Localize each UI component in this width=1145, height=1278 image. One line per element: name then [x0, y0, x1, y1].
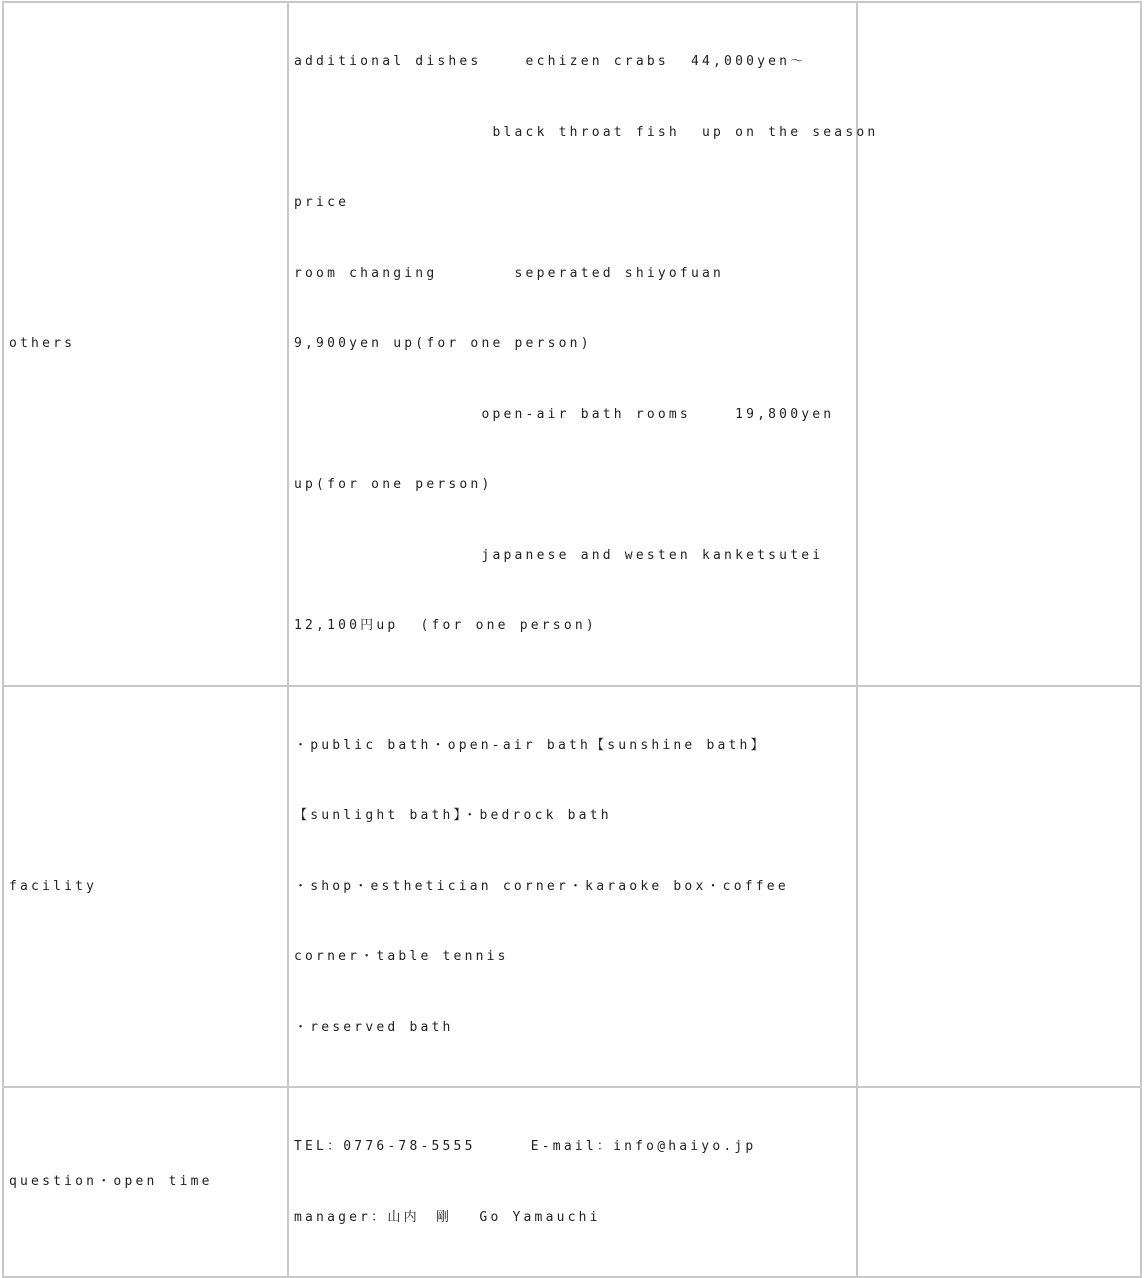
detail-line: 9,900yen up(for one person): [294, 336, 592, 351]
detail-line: japanese and westen kanketsutei: [294, 547, 824, 563]
table-row-question: [3, 1087, 1141, 1277]
row-extra-question: [857, 1087, 1141, 1277]
table-row-others: [3, 2, 1141, 686]
row-extra-facility: [857, 686, 1141, 1088]
detail-line: TEL：0776-78-5555 E-mail：info@haiyo.jp: [294, 1139, 757, 1154]
table-row-facility: [3, 686, 1141, 1088]
info-table: [2, 1, 1142, 1278]
detail-line: room changing seperated shiyofuan: [294, 265, 725, 281]
detail-line: ・public bath・open-air bath【sunshine bath】: [294, 737, 767, 753]
detail-line: manager：山内 剛 Go Yamauchi: [294, 1209, 601, 1225]
detail-line: ・shop・esthetician corner・karaoke box・coffee: [294, 878, 789, 894]
detail-line: corner・table tennis: [294, 949, 509, 964]
detail-line: open-air bath rooms 19,800yen: [294, 406, 835, 422]
detail-line: price: [294, 195, 350, 210]
row-extra-others: [857, 2, 1141, 686]
row-detail-facility: [288, 686, 857, 1088]
detail-line: 【sunlight bath】・bedrock bath: [294, 808, 612, 823]
row-detail-others: [288, 2, 879, 686]
detail-line: ・reserved bath: [294, 1019, 454, 1035]
detail-line: up(for one person): [294, 477, 493, 492]
row-label-question: question・open time: [3, 1087, 288, 1277]
detail-line: additional dishes echizen crabs 44,000yen～: [294, 54, 807, 69]
row-label-others: others: [3, 2, 288, 686]
row-detail-question: [288, 1087, 857, 1277]
detail-line: black throat fish up on the season: [294, 124, 879, 140]
detail-line: 12,100円up (for one person): [294, 618, 597, 633]
row-label-facility: facility: [3, 686, 288, 1088]
